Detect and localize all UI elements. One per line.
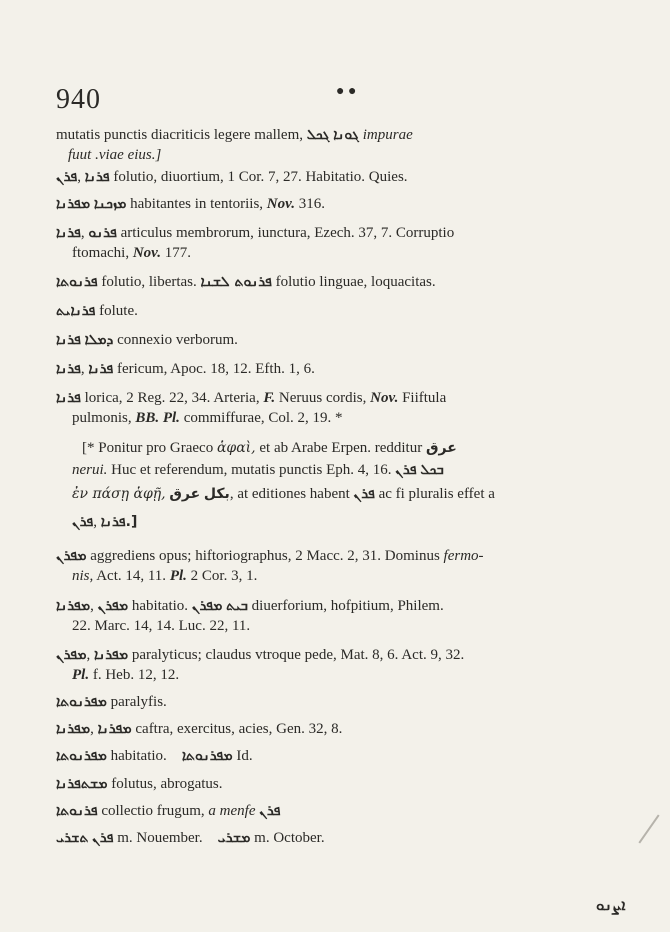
lexicon-line: ܡܦܪܢܐ, ܡܦܪܢ habitatio. ܡܦܪܢ ܒܝܬ diuerforium, hofpitium, Philem. [56,598,444,614]
arabic-word: عرق [169,486,201,502]
lexicon-line: ܦܪܢܐ, ܦܪܢܐ fericum, Apoc. 18, 12. Efth. 1, 6. [56,361,315,377]
lexicon-line: nerui. Huc et referendum, mutatis punctis Eph. 4, 16. ܦܪܢ ܒܟܠ [72,462,444,478]
syriac-word: ܦܪܢܘܬܐ [56,803,98,819]
syriac-word: ܦܪܢܐ [84,169,110,185]
lexicon-line: mutatis punctis diacriticis legere mallem, ܓܟܠ ܓܘܢܐ impurae [56,127,413,143]
syriac-word: ܡܫܪܝ [217,830,251,846]
page-number: 940 [56,84,101,115]
syriac-word: ܡܦܪܢ [56,548,87,564]
margin-scratch [638,815,659,844]
lexicon-line: ܦܪܢܘܬܐ folutio, libertas. ܦܪܢܘܬ ܠܫܢܐ folutio linguae, loquacitas. [56,274,436,290]
lexicon-line: ܡܫܬܦܪܢܐ folutus, abrogatus. [56,776,223,792]
syriac-word: ܦܪܢܐ.] [100,514,138,530]
syriac-word: ܡܦܪܢ [191,598,223,614]
syriac-word: ܦܪܢܐ [56,390,81,406]
lexicon-line: ܬܫܪܝ ܦܪܢ m. Nouember. ܡܫܪܝ m. October. [56,830,325,846]
syriac-word: ܦܪܢܘܬܐ [56,274,98,290]
lexicon-line: ܡܦܪܢܐ, ܡܦܪܢܐ caftra, exercitus, acies, Gen. 32, 8. [56,721,343,737]
lexicon-line: ἐν πάσῃ ἁφῇ, عرق بكل, at editiones habent ܦܪܢ ac fi pluralis effet a [72,486,495,502]
lexicon-line: ܡܦܪܢܐ ܡܙܟܢܐ habitantes in tentoriis, Nov. 316. [56,196,325,212]
syriac-word: ܒܝܬ [226,598,248,614]
lexicon-line: Pl. f. Heb. 12, 12. [72,667,180,683]
syriac-word: ܡܦܪܢܐ [97,721,132,737]
greek-word: ἁφαὶ, [216,440,256,456]
syriac-word: ܡܦܪܢܐ [56,721,91,737]
syriac-word: ܦܪܢ [56,169,78,185]
syriac-word: ܦܪܢ [395,462,417,478]
lexicon-line: 22. Marc. 14, 14. Luc. 22, 11. [72,618,251,634]
lexicon-line: ܡܦܪܢܘܬܐ paralyfis. [56,694,167,710]
lexicon-line: ܡܦܪܢܘܬܐ habitatio. ܡܦܪܢܘܬܐ Id. [56,748,253,764]
lexicon-line: ܡܦܪܢ, ܡܦܪܢܐ paralyticus; claudus vtroque pede, Mat. 8, 6. Act. 9, 32. [56,647,465,663]
syriac-word: ܦܪܢ [259,803,281,819]
arabic-word: عرق [425,440,457,456]
syriac-word: ܡܦܪܢܐ [56,196,91,212]
syriac-word: ܡܦܪܢܘܬܐ [56,694,107,710]
syriac-word: ܦܪܢܐ [88,361,114,377]
lexicon-line: ܦܪܢܐ ܕܡܠܐ connexio verborum. [56,332,238,348]
syriac-word: ܡܦܪܢܘܬܐ [181,748,233,764]
lexicon-line: fuut .viae eius.] [68,147,162,163]
syriac-word: ܕܡܠܐ [84,332,114,348]
syriac-word: ܬܫܪܝ [56,830,89,846]
catchword: ܐܨܢܘ [596,896,626,914]
lexicon-line: ܡܦܪܢ aggrediens opus; hiftoriographus, 2 Macc. 2, 31. Dominus fermo- [56,548,484,564]
greek-word: ἐν πάσῃ ἁφῇ, [72,486,166,502]
syriac-word: ܦܪܢ [92,830,114,846]
syriac-word: ܡܦܪܢ [97,598,129,614]
header-mark: ● ● [336,84,357,99]
syriac-word: ܦܪܢ [72,514,94,530]
syriac-word: ܡܦܪܢܘܬܐ [56,748,107,764]
syriac-word: ܦܪܢܐ [56,225,81,241]
syriac-word: ܡܫܬܦܪܢܐ [56,776,108,792]
syriac-word: ܦܪܢܐ [56,361,81,377]
lexicon-line: ܦܪܢܐ, ܦܪܢܘ articulus membrorum, iunctura, Ezech. 37, 7. Corruptio [56,225,455,241]
lexicon-line: ܦܪܢ, ܦܪܢܐ folutio, diuortium, 1 Cor. 7, 27. Habitatio. Quies. [56,169,408,185]
syriac-word: ܦܪܢ [353,486,375,502]
syriac-word: ܡܙܟܢܐ [93,196,127,212]
lexicon-line: ܦܪܢܘܬܐ collectio frugum, a menfe ܦܪܢ [56,803,281,819]
syriac-word: ܡܦܪܢܐ [94,647,129,663]
syriac-word: ܦܪܢܘ [88,225,117,241]
syriac-word: ܦܪܢܐ [56,332,81,348]
lexicon-line: nis, Act. 14, 11. Pl. 2 Cor. 3, 1. [72,568,258,584]
syriac-word: ܒܟܠ [420,462,444,478]
lexicon-line: [* Ponitur pro Graeco ἁφαὶ, et ab Arabe Erpen. redditur عرق [82,440,457,456]
lexicon-line: ܦܪܢܐܝܬ folute. [56,303,138,319]
lexicon-line: ܦܪܢ, ܦܪܢܐ.] [72,514,138,530]
syriac-word: ܡܦܪܢ [56,647,87,663]
lexicon-line: ܦܪܢܐ lorica, 2 Reg. 22, 34. Arteria, F. Neruus cordis, Nov. Fiiftula [56,390,447,406]
syriac-word: ܓܘܢܐ [333,127,360,143]
syriac-word: ܡܦܪܢܐ [56,598,91,614]
arabic-word: بكل [203,486,230,502]
syriac-word: ܦܪܢܐܝܬ [56,303,96,319]
lexicon-line: ftomachi, Nov. 177. [72,245,192,261]
syriac-word: ܦܪܢܘܬ ܠܫܢܐ [200,274,272,290]
syriac-word: ܓܟܠ [306,127,330,143]
lexicon-line: pulmonis, BB. Pl. commiffurae, Col. 2, 19. * [72,410,343,426]
